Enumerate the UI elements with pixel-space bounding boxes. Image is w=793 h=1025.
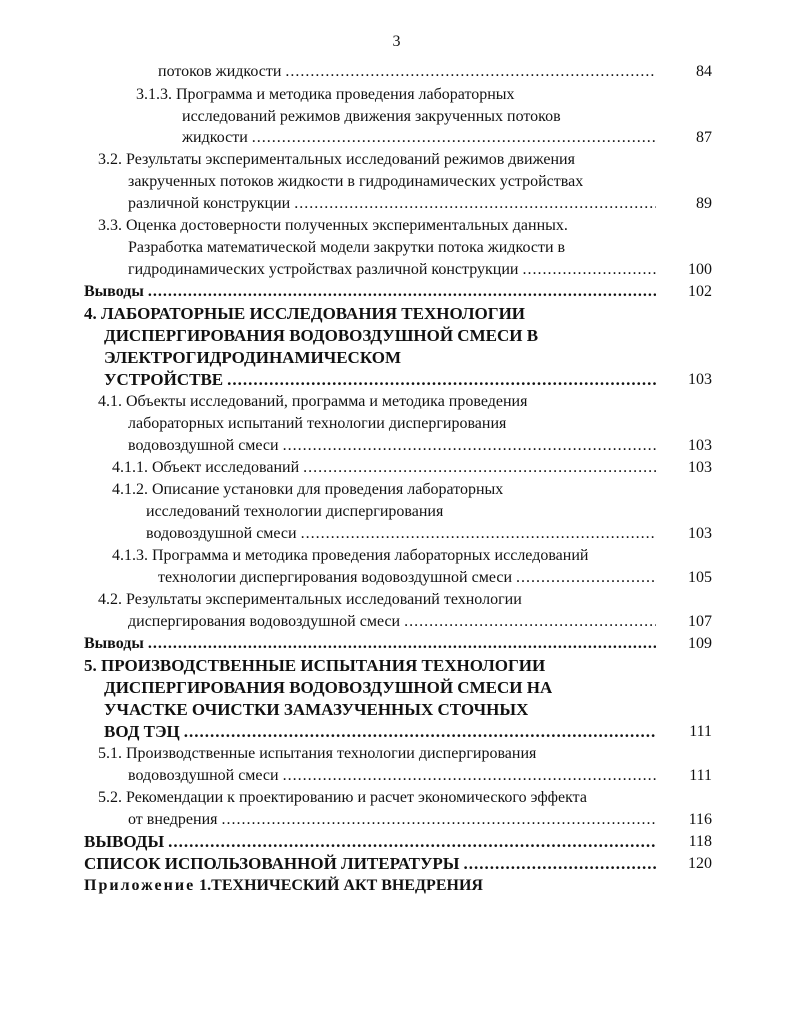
toc-entry-title: водовоздушной смеси	[128, 767, 279, 784]
toc-page-number: 84	[696, 63, 712, 80]
leader-dots	[148, 281, 656, 303]
chapter-heading: ЭЛЕКТРОГИДРОДИНАМИЧЕСКОМ	[104, 348, 401, 367]
toc-entry	[158, 567, 660, 589]
chapter-heading: ДИСПЕРГИРОВАНИЯ ВОДОВОЗДУШНОЙ СМЕСИ В	[104, 326, 539, 345]
toc-page-number: 102	[688, 283, 712, 300]
chapter-heading	[104, 369, 660, 391]
toc-entry	[84, 853, 660, 875]
toc-entry: 4.1.2. Описание установки для проведения лабораторных	[112, 481, 504, 498]
toc-entry: исследований технологии диспергирования	[146, 503, 444, 520]
leader-dots	[184, 721, 656, 743]
page-number: 3	[392, 33, 401, 50]
toc-entry-title: от внедрения	[128, 811, 218, 828]
appendix-entry	[84, 875, 483, 897]
toc-entry	[84, 831, 660, 853]
toc-page-number: 111	[689, 723, 712, 740]
toc-entry-title: СПИСОК ИСПОЛЬЗОВАННОЙ ЛИТЕРАТУРЫ	[84, 854, 460, 873]
toc-entry	[128, 765, 660, 787]
toc-entry	[128, 435, 660, 457]
toc-entry: 4.2. Результаты экспериментальных исследований технологии	[98, 591, 522, 608]
toc-page-number: 103	[688, 459, 712, 476]
toc-page-number: 111	[689, 767, 712, 784]
toc-entry	[128, 259, 660, 281]
leader-dots	[283, 435, 656, 457]
toc-entry-title: технологии диспергирования водовоздушной смеси	[158, 569, 513, 586]
toc-page-number: 103	[688, 371, 712, 388]
toc-entry: 3.2. Результаты экспериментальных исследований режимов движения	[98, 151, 575, 168]
toc-page-number: 100	[688, 261, 712, 278]
chapter-heading: УЧАСТКЕ ОЧИСТКИ ЗАМАЗУЧЕННЫХ СТОЧНЫХ	[104, 700, 529, 719]
leader-dots	[168, 831, 656, 853]
toc-entry: 3.3. Оценка достоверности полученных экспериментальных данных.	[98, 217, 568, 234]
toc-entry: лабораторных испытаний технологии диспергирования	[128, 415, 507, 432]
toc-entry-title: потоков жидкости	[158, 63, 282, 80]
toc-entry	[128, 809, 660, 831]
toc-page-number: 120	[688, 855, 712, 872]
toc-entry	[128, 193, 660, 215]
leader-dots	[301, 523, 656, 545]
leader-dots	[148, 633, 656, 655]
toc-page-number: 118	[688, 833, 712, 850]
toc-entry-title: ВОД ТЭЦ	[104, 722, 180, 741]
toc-entry	[158, 61, 660, 83]
toc-entry-title: водовоздушной смеси	[146, 525, 297, 542]
toc-entry	[84, 281, 660, 303]
leader-dots	[252, 127, 656, 149]
leader-dots	[222, 809, 656, 831]
toc-entry-title: Выводы	[84, 635, 144, 652]
toc-entry: 5.2. Рекомендации к проектированию и расчет экономического эффекта	[98, 789, 587, 806]
leader-dots	[516, 567, 656, 589]
toc-entry: 3.1.3. Программа и методика проведения лабораторных	[136, 86, 515, 103]
toc-entry-title: УСТРОЙСТВЕ	[104, 370, 224, 389]
chapter-heading: 4. ЛАБОРАТОРНЫЕ ИССЛЕДОВАНИЯ ТЕХНОЛОГИИ	[84, 304, 526, 323]
toc-entry: 4.1. Объекты исследований, программа и методика проведения	[98, 393, 528, 410]
toc-entry-title: водовоздушной смеси	[128, 437, 279, 454]
toc-entry: 5.1. Производственные испытания технологии диспергирования	[98, 745, 537, 762]
toc-page-number: 103	[688, 437, 712, 454]
toc-entry	[182, 127, 660, 149]
toc-page-number: 116	[688, 811, 712, 828]
chapter-heading: ДИСПЕРГИРОВАНИЯ ВОДОВОЗДУШНОЙ СМЕСИ НА	[104, 678, 553, 697]
toc-entry: исследований режимов движения закрученных потоков	[182, 108, 561, 125]
toc-page-number: 89	[696, 195, 712, 212]
toc-entry	[146, 523, 660, 545]
toc-page-number: 103	[688, 525, 712, 542]
toc-entry-title: различной конструкции	[128, 195, 291, 212]
toc-page-number: 87	[696, 129, 712, 146]
toc-page-number: 107	[688, 613, 712, 630]
leader-dots	[227, 369, 656, 391]
toc-entry	[112, 457, 660, 479]
appendix-label: Приложение	[84, 877, 196, 894]
toc-entry-title: ВЫВОДЫ	[84, 832, 165, 851]
chapter-heading	[104, 721, 660, 743]
toc-entry	[128, 611, 660, 633]
toc-entry-title: диспергирования водовоздушной смеси	[128, 613, 401, 630]
leader-dots	[294, 193, 656, 215]
toc-entry: Разработка математической модели закрутки потока жидкости в	[128, 239, 566, 256]
chapter-heading: 5. ПРОИЗВОДСТВЕННЫЕ ИСПЫТАНИЯ ТЕХНОЛОГИИ	[84, 656, 546, 675]
toc-entry-title: гидродинамических устройствах различной конструкции	[128, 261, 519, 278]
leader-dots	[522, 259, 656, 281]
toc-entry-title: Выводы	[84, 283, 144, 300]
toc-entry: 4.1.3. Программа и методика проведения лабораторных исследований	[112, 547, 589, 564]
toc-page-number: 109	[688, 635, 712, 652]
leader-dots	[464, 853, 657, 875]
leader-dots	[283, 765, 656, 787]
leader-dots	[303, 457, 656, 479]
toc-page-number: 105	[688, 569, 712, 586]
toc-entry-title: жидкости	[182, 129, 248, 146]
toc-entry: закрученных потоков жидкости в гидродинамических устройствах	[128, 173, 584, 190]
leader-dots	[404, 611, 656, 633]
toc-entry	[84, 633, 660, 655]
appendix-title: 1.ТЕХНИЧЕСКИЙ АКТ ВНЕДРЕНИЯ	[199, 877, 483, 894]
toc-entry-title: 4.1.1. Объект исследований	[112, 459, 300, 476]
leader-dots	[285, 61, 656, 83]
